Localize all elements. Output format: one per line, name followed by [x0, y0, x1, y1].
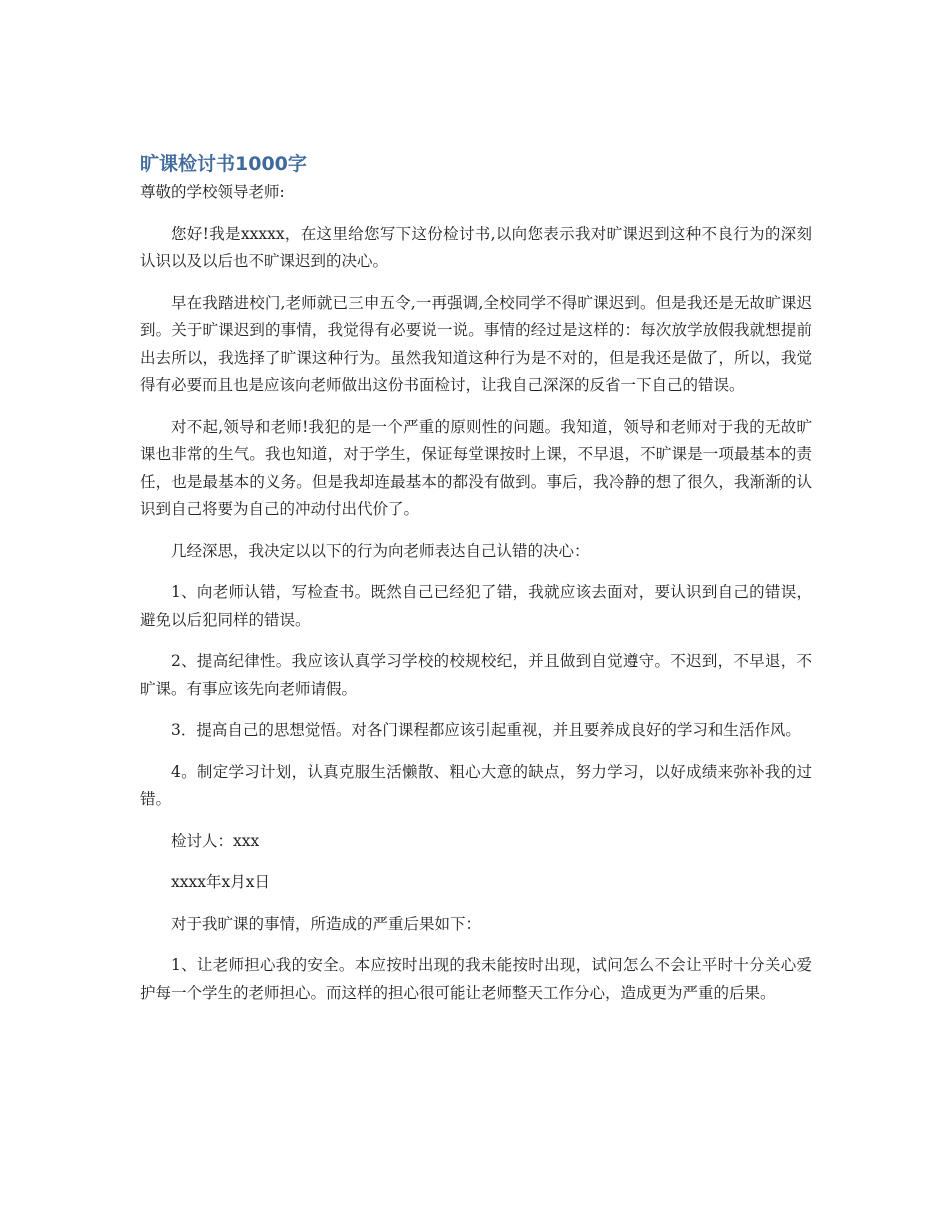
- paragraph-item-1: 1、向老师认错，写检查书。既然自己已经犯了错，我就应该去面对，要认识到自己的错误，避免以后犯同样的错误。: [140, 583, 812, 629]
- signature-line: 检讨人：xxx: [171, 831, 260, 850]
- paragraph-background: 早在我踏进校门,老师就已三申五令,一再强调,全校同学不得旷课迟到。但是我还是无故旷课迟到。关于旷课迟到的事情，我觉得有必要说一说。事情的经过是这样的：每次放学放假我就想提前出去所以，我选择了旷课这种行为。虽然我知道这种行为是不对的，但是我还是做了，所以，我觉得有必要而且也是应该向老师做出这份书面检讨，让我自己深深的反省一下自己的错误。: [140, 293, 812, 394]
- paragraph-item-3: 3．提高自己的思想觉悟。对各门课程都应该引起重视，并且要养成良好的学习和生活作风。: [171, 721, 801, 739]
- document-page: [140, 150, 812, 1021]
- paragraph-apology: 对不起,领导和老师!我犯的是一个严重的原则性的问题。我知道，领导和老师对于我的无故旷课也非常的生气。我也知道，对于学生，保证每堂课按时上课，不早退，不旷课是一项最基本的责任，也是最基本的义务。但是我却连最基本的都没有做到。事后，我冷静的想了很久，我渐渐的认识到自己将要为自己的冲动付出代价了。: [140, 417, 812, 518]
- paragraph-consequence-1: 1、让老师担心我的安全。本应按时出现的我未能按时出现，试问怎么不会让平时十分关心爱护每一个学生的老师担心。而这样的担心很可能让老师整天工作分心，造成更为严重的后果。: [140, 956, 812, 1002]
- paragraph-resolution-intro: 几经深思，我决定以以下的行为向老师表达自己认错的决心：: [171, 541, 590, 560]
- paragraph-item-4: 4。制定学习计划，认真克服生活懒散、粗心大意的缺点，努力学习，以好成绩来弥补我的过错。: [140, 762, 812, 808]
- paragraph-intro: 您好!我是xxxxx，在这里给您写下这份检讨书,以向您表示我对旷课迟到这种不良行为的深刻认识以及以后也不旷课迟到的决心。: [140, 224, 812, 270]
- paragraph-consequences-intro: 对于我旷课的事情，所造成的严重后果如下：: [171, 914, 482, 933]
- paragraph-item-2: 2、提高纪律性。我应该认真学习学校的校规校纪，并且做到自觉遵守。不迟到，不早退，不旷课。有事应该先向老师请假。: [140, 652, 812, 698]
- salutation: 尊敬的学校领导老师:: [140, 183, 285, 201]
- document-title: 旷课检讨书1000字: [140, 153, 307, 175]
- date-line: xxxx年x月x日: [171, 873, 270, 891]
